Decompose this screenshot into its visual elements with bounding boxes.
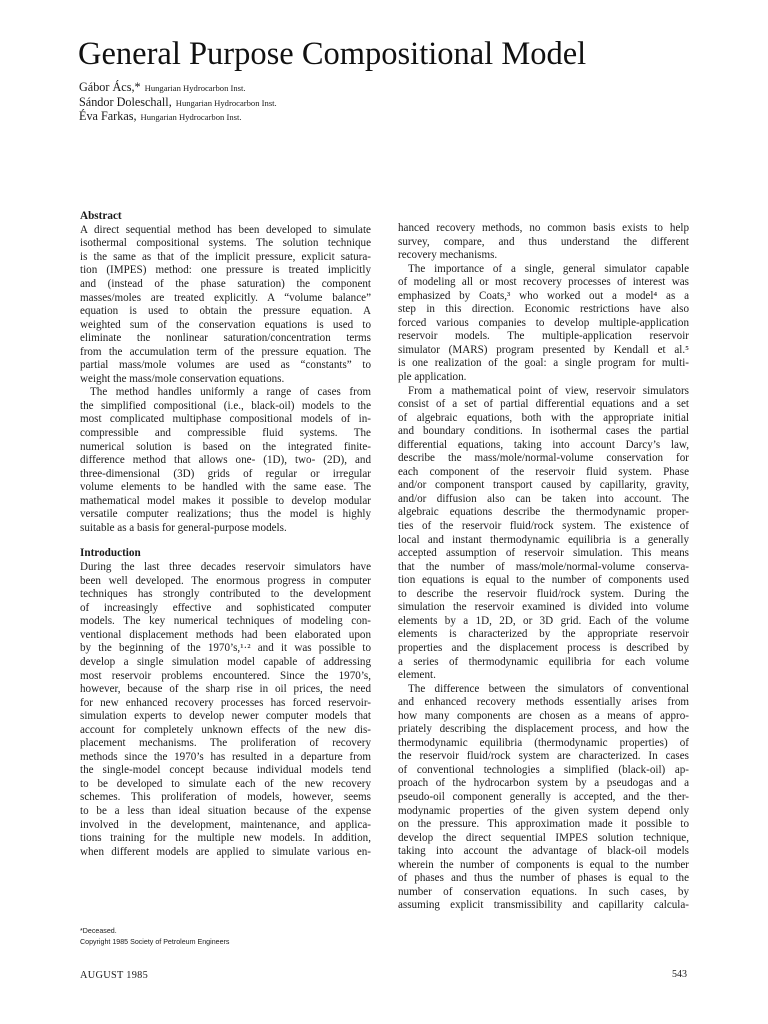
text-line: The difference between the simulators of conventional bbox=[408, 682, 689, 695]
text-line: The method handles uniformly a range of cases from bbox=[90, 386, 371, 399]
abstract-heading: Abstract bbox=[80, 210, 122, 222]
text-line: of phases and thus the number of phases is equal to the bbox=[398, 872, 689, 885]
text-line: properties and the displacement process is described by bbox=[398, 641, 689, 654]
text-line: from the accumulation term of the pressure equation. The bbox=[80, 345, 371, 358]
text-line: and/or diffusion also can be taken into account. The bbox=[398, 492, 689, 505]
text-line: reservoir models. The multiple-application reservoir bbox=[398, 330, 689, 343]
text-line: number of conservation equations. In such cases, by bbox=[398, 885, 689, 898]
text-line: each component of the reservoir fluid system. Phase bbox=[398, 465, 689, 478]
footer-date: AUGUST 1985 bbox=[80, 970, 149, 981]
text-line: consist of a set of partial differential equations and a set bbox=[398, 398, 689, 411]
right-column bbox=[398, 222, 689, 913]
text-line: recovery mechanisms. bbox=[398, 249, 498, 262]
text-line: taking into account the advantage of black-oil models bbox=[398, 845, 689, 858]
footer-page-number: 543 bbox=[672, 969, 687, 980]
text-line: volume elements to be handled with the same ease. The bbox=[80, 481, 371, 494]
text-line: techniques has strongly contributed to the development bbox=[80, 588, 371, 601]
text-line: elements by a 1D, 2D, or 3D grid. Each of the volume bbox=[398, 614, 689, 627]
text-line: most reservoir problems encountered. Since the 1970’s, bbox=[80, 669, 371, 682]
text-line: describe the mass/mole/normal-volume conservation for bbox=[398, 452, 689, 465]
text-line: methods since the 1970’s has resulted in a departure from bbox=[80, 750, 371, 763]
text-line: local and instant thermodynamic equilibria is a generally bbox=[398, 533, 689, 546]
text-line: numerical solution is based on the integrated finite- bbox=[80, 440, 371, 453]
author-name: Gábor Ács,* bbox=[79, 80, 141, 94]
introduction-body bbox=[80, 561, 371, 859]
footnote-deceased: *Deceased. bbox=[80, 927, 117, 935]
text-line: is one realization of the goal: a single program for multi- bbox=[398, 357, 689, 370]
left-column bbox=[80, 210, 371, 859]
text-line: on the pressure. This approximation made it possible to bbox=[398, 818, 689, 831]
text-line: ple application. bbox=[398, 371, 467, 384]
text-line: hanced recovery methods, no common basis exists to help bbox=[398, 222, 689, 234]
text-line: weighted sum of the conservation equations is used to bbox=[80, 318, 371, 331]
text-line: weight the mass/mole conservation equations. bbox=[80, 372, 285, 385]
text-line: and boundary conditions. In isothermal cases the partial bbox=[398, 425, 689, 438]
text-line: of increasingly effective and sophisticated computer bbox=[80, 601, 371, 614]
text-line: pseudo-oil component generally is accepted, and the ther- bbox=[398, 790, 689, 803]
author-list bbox=[79, 81, 479, 125]
text-line: partial mass/mole volumes are used as “constants” to bbox=[80, 359, 371, 372]
text-line: mathematical model makes it possible to develop modular bbox=[80, 494, 371, 507]
text-line: by the beginning of the 1970’s,¹·² and it was possible to bbox=[80, 642, 371, 655]
author-entry bbox=[79, 96, 479, 111]
text-line: and/or component transport caused by capillarity, gravity, bbox=[398, 479, 689, 492]
text-line: to be a less than ideal situation because of the expense bbox=[80, 805, 371, 818]
text-line: when different models are applied to simulate various en- bbox=[80, 845, 371, 858]
text-line: emphasized by Coats,³ who worked out a model⁴ as a bbox=[398, 289, 689, 302]
text-line: of modeling all or most recovery processes of interest was bbox=[398, 276, 689, 289]
text-line: that the number of mass/mole/normal-volume conserva- bbox=[398, 560, 689, 573]
text-line: From a mathematical point of view, reservoir simulators bbox=[408, 384, 689, 397]
text-line: assuming explicit transmissibility and capillarity calcula- bbox=[398, 899, 689, 912]
text-line: for new enhanced recovery processes has forced reservoir- bbox=[80, 696, 371, 709]
author-entry bbox=[79, 110, 479, 125]
author-entry bbox=[79, 81, 479, 96]
text-line: survey, compare, and thus understand the different bbox=[398, 235, 689, 248]
text-line: to describe the reservoir fluid/rock system. During the bbox=[398, 587, 689, 600]
text-line: account for completely unknown effects of the new dis- bbox=[80, 723, 371, 736]
text-line: however, because of the sharp rise in oil prices, the need bbox=[80, 683, 371, 696]
text-line: involved in the development, maintenance, and applica- bbox=[80, 818, 371, 831]
text-line: priately describing the displacement process, and how the bbox=[398, 723, 689, 736]
text-line: The importance of a single, general simulator capable bbox=[408, 262, 689, 275]
introduction-heading: Introduction bbox=[80, 547, 141, 560]
text-line: isothermal compositional systems. The solution technique bbox=[80, 237, 371, 250]
text-line: a series of thermodynamic equilibria for each volume bbox=[398, 655, 689, 668]
text-line: thermodynamic equilibria (thermodynamic properties) of bbox=[398, 736, 689, 749]
section-gap bbox=[80, 535, 371, 547]
text-line: develop a single simulation model capable of addressing bbox=[80, 656, 371, 668]
text-line: models. The key numerical techniques of modeling con- bbox=[80, 615, 371, 628]
text-line: simulator (MARS) program presented by Kendall et al.⁵ bbox=[398, 343, 689, 356]
text-line: simulation the reservoir examined is divided into volume bbox=[398, 601, 689, 614]
text-line: how many components are chosen as a means of appro- bbox=[398, 709, 689, 722]
text-line: of conventional technologies a simplified (black-oil) ap- bbox=[398, 763, 689, 776]
text-line: three-dimensional (3D) grids of regular or irregular bbox=[80, 467, 371, 480]
text-line: difference method that allows one- (1D), two- (2D), and bbox=[80, 454, 371, 467]
text-line: differential equations, taking into account Darcy’s law, bbox=[398, 438, 689, 451]
text-line: element. bbox=[398, 669, 436, 682]
author-affiliation: Hungarian Hydrocarbon Inst. bbox=[144, 83, 246, 93]
text-line: eliminate the nonlinear saturation/concentration terms bbox=[80, 332, 371, 345]
text-line: equation is used to obtain the pressure equation. A bbox=[80, 305, 371, 318]
text-line: ventional displacement methods had been elaborated upon bbox=[80, 628, 371, 641]
text-line: masses/moles are treated explicitly. A “volume balance” bbox=[80, 291, 371, 304]
author-affiliation: Hungarian Hydrocarbon Inst. bbox=[175, 97, 277, 108]
abstract-body bbox=[80, 224, 371, 536]
author-affiliation: Hungarian Hydrocarbon Inst. bbox=[140, 112, 242, 123]
text-line: is the same as that of the implicit pressure, explicit satura- bbox=[80, 250, 371, 263]
text-line: step in this direction. Economic restrictions have also bbox=[398, 303, 689, 316]
text-line: to be developed to simulate each of the new recovery bbox=[80, 777, 371, 790]
text-line: proach of the hydrocarbon system by a pseudogas and a bbox=[398, 777, 689, 790]
text-line: algebraic equations describe the thermodynamic proper- bbox=[398, 506, 689, 519]
text-line: of algebraic equations, both with the appropriate initial bbox=[398, 411, 689, 424]
text-line: accepted assumption of reservoir simulation. This means bbox=[398, 547, 689, 560]
text-line: most complicated multiphase compositional models of in- bbox=[80, 413, 371, 426]
text-line: A direct sequential method has been developed to simulate bbox=[80, 223, 371, 236]
text-line: During the last three decades reservoir simulators have bbox=[80, 561, 371, 574]
author-name: Éva Farkas, bbox=[79, 109, 137, 124]
text-line: elements is characterized by the appropriate reservoir bbox=[398, 628, 689, 641]
text-line: versatile computer realizations; thus the model is highly bbox=[80, 508, 371, 521]
text-line: compressible and compressible fluid systems. The bbox=[80, 427, 371, 439]
text-line: the single-model concept because individual models tend bbox=[80, 764, 371, 777]
paper-title: General Purpose Compositional Model bbox=[78, 36, 587, 72]
text-line: schemes. This proliferation of models, however, seems bbox=[80, 791, 371, 804]
text-line: and enhanced recovery methods essentially arises from bbox=[398, 696, 689, 709]
author-name: Sándor Doleschall, bbox=[79, 94, 172, 109]
footnote-copyright: Copyright 1985 Society of Petroleum Engineers bbox=[80, 938, 230, 946]
text-line: wherein the number of components is equal to the number bbox=[398, 858, 689, 871]
text-line: forced various companies to develop multiple-application bbox=[398, 316, 689, 329]
text-line: placement mechanisms. The proliferation of recovery bbox=[80, 737, 371, 750]
text-line: develop the direct sequential IMPES solution technique, bbox=[398, 831, 689, 844]
text-line: been well developed. The enormous progress in computer bbox=[80, 574, 371, 587]
footnote-block bbox=[80, 926, 371, 948]
text-line: tions training for the multiple new models. In addition, bbox=[80, 832, 371, 845]
text-line: tion equations is equal to the number of components used bbox=[398, 574, 689, 587]
text-line: simulation experts to develop newer computer models that bbox=[80, 710, 371, 723]
text-line: ties of the reservoir fluid/rock system. The existence of bbox=[398, 520, 689, 533]
text-line: and (instead of the phase saturation) the component bbox=[80, 277, 371, 290]
text-line: the reservoir fluid/rock system are characterized. In cases bbox=[398, 750, 689, 763]
text-line: the simplified compositional (i.e., black-oil) models to the bbox=[80, 399, 371, 412]
text-line: tion (IMPES) method: one pressure is treated implicitly bbox=[80, 264, 371, 277]
text-line: suitable as a basis for general-purpose models. bbox=[80, 521, 287, 534]
right-column-body bbox=[398, 222, 689, 913]
text-line: modynamic properties of the given system depend only bbox=[398, 804, 689, 817]
